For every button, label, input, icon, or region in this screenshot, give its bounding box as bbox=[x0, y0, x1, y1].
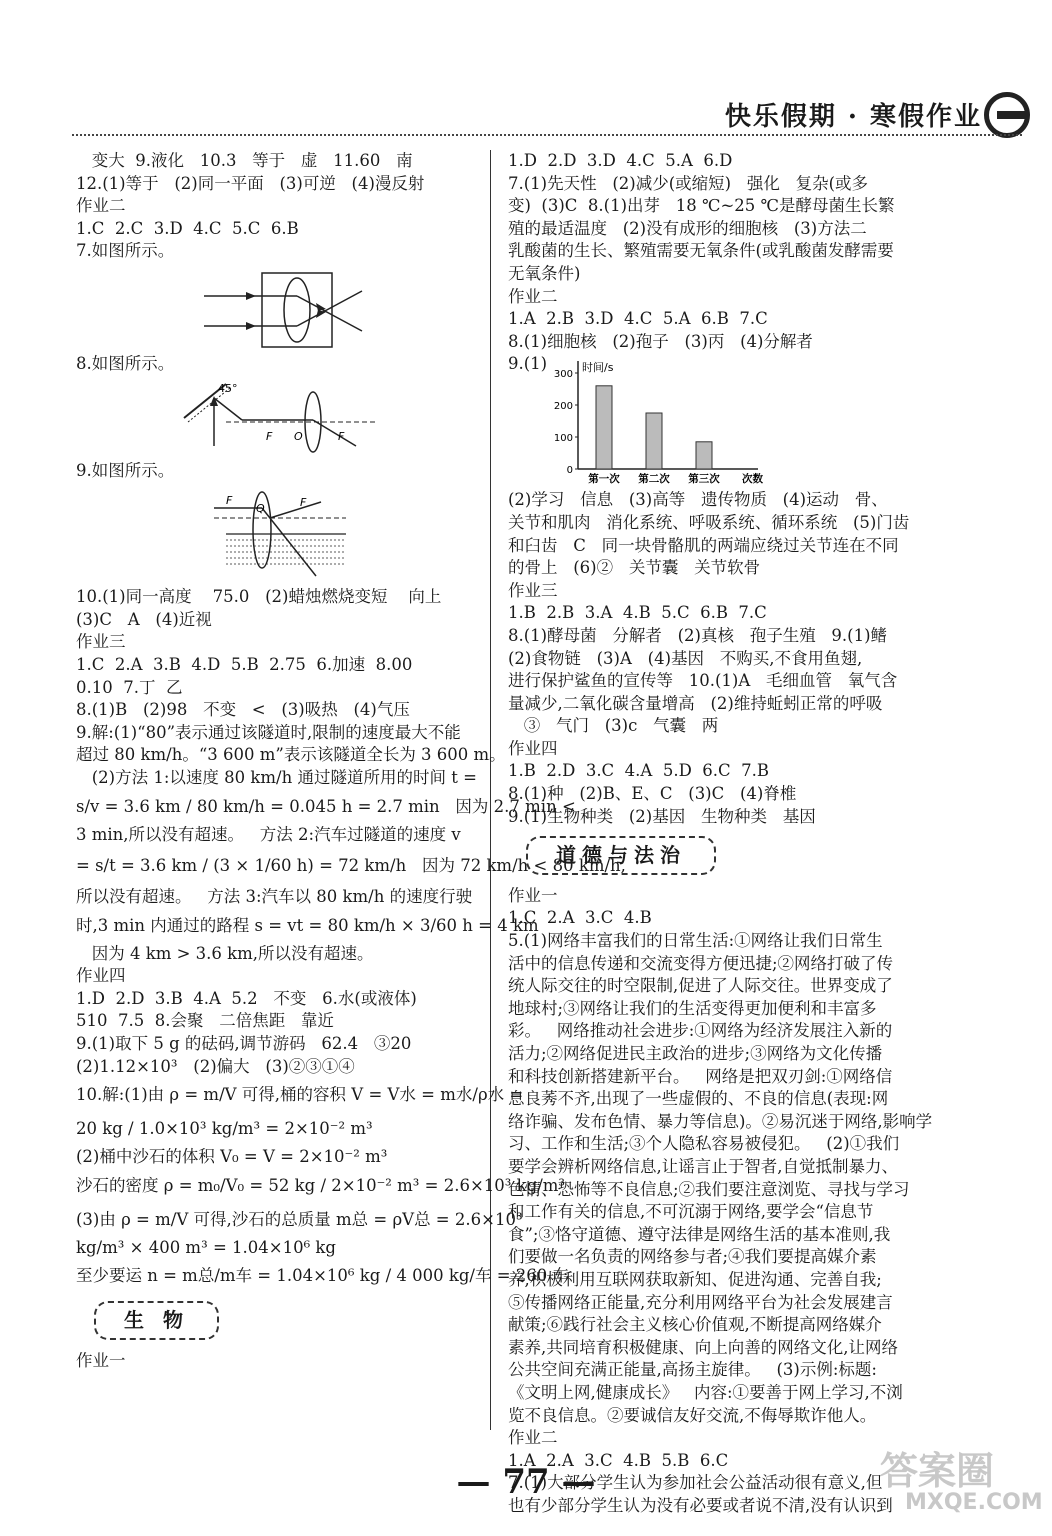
answer-line: 公共空间充满正能量,高扬主旋律。 (3)示例:标题: bbox=[508, 1360, 877, 1380]
y-tick-label: 300 bbox=[553, 369, 573, 381]
formula-line: 至少要运 n = m总/m车 = 1.04×10⁶ kg / 4 000 kg/车 = 260 车 bbox=[76, 1266, 570, 1286]
y-axis-label: 时间/s bbox=[582, 361, 614, 375]
answer-line: 息良莠不齐,出现了一些虚假的、不良的信息(表现:网 bbox=[508, 1089, 889, 1109]
lens-diagram-7 bbox=[76, 263, 486, 353]
answer-line: 进行保护鲨鱼的宣传等 10.(1)A 毛细血管 氧气含 bbox=[508, 671, 898, 691]
answer-line: (2)1.12×10³ (2)偏大 (3)②③①④ bbox=[76, 1056, 355, 1076]
answer-line: 络诈骗、发布色情、暴力等信息)。②易沉迷于网络,影响学 bbox=[508, 1111, 933, 1131]
homework-heading: 作业三 bbox=[76, 632, 126, 652]
answer-line: 彩。 网络推动社会进步:①网络为经济发展注入新的 bbox=[508, 1021, 893, 1041]
answer-line: 7.(1)先天性 (2)减少(或缩短) 强化 复杂(或多 bbox=[508, 173, 869, 193]
answer-line: 活力;②网络促进民主政治的进步;③网络为文化传播 bbox=[508, 1044, 883, 1063]
formula-line: = s/t = 3.6 km / (3 × 1/60 h) = 72 km/h 因为 72 km/h < 80 km/h, bbox=[76, 856, 626, 876]
formula-line: 20 kg / 1.0×10³ kg/m³ = 2×10⁻² m³ bbox=[76, 1119, 373, 1139]
formula-line: 时,3 min 内通过的路程 s = vt = 80 km/h × 3/60 h = 4 km bbox=[76, 915, 539, 935]
y-tick-label: 100 bbox=[553, 433, 573, 445]
answer-line: (2)学习 信息 (3)高等 遗传物质 (4)运动 骨、 bbox=[508, 490, 888, 510]
answer-line: 1.B 2.B 3.A 4.B 5.C 6.B 7.C bbox=[508, 603, 767, 623]
answer-line: 1.D 2.D 3.B 4.A 5.2 不变 6.水(或液体) bbox=[76, 988, 417, 1008]
answer-line: 和工作有关的信息,不可沉溺于网络,要学会“信息节 bbox=[508, 1202, 874, 1222]
x-axis-label: 次数 bbox=[742, 473, 763, 486]
homework-heading: 作业二 bbox=[508, 1428, 558, 1448]
point-label: Q bbox=[256, 502, 265, 516]
homework-heading: 作业一 bbox=[508, 885, 558, 905]
answer-line: 9.如图所示。 bbox=[76, 460, 175, 480]
bar bbox=[696, 442, 712, 469]
answer-line: 8.如图所示。 bbox=[76, 353, 175, 373]
answer-line: (2)桶中沙石的体积 V₀ = V = 2×10⁻² m³ bbox=[76, 1147, 388, 1167]
section-title-moral-law: 道德与法治 bbox=[526, 836, 716, 875]
answer-line: 和臼齿 C 同一块骨骼肌的两端应绕过关节连在不同 bbox=[508, 535, 899, 555]
book-logo-icon bbox=[984, 92, 1030, 138]
answer-line: 的骨上 (6)② 关节囊 关节软骨 bbox=[508, 558, 761, 578]
answer-line: 统人际交往的时空限制,促进了人际交往。世界变成了 bbox=[508, 976, 893, 996]
answer-line: 3 min,所以没有超速。 方法 2:汽车过隧道的速度 v bbox=[76, 824, 461, 844]
answer-line: 12.(1)等于 (2)同一平面 (3)可逆 (4)漫反射 bbox=[76, 173, 425, 193]
answer-line: 9.解:(1)“80”表示通过该隧道时,限制的速度最大不能 bbox=[76, 722, 461, 742]
answer-line: 地球村;③网络让我们的生活变得更加便利和丰富多 bbox=[508, 998, 877, 1018]
bar bbox=[596, 386, 612, 469]
homework-heading: 作业二 bbox=[508, 286, 558, 306]
answer-line: 变) (3)C 8.(1)出芽 18 ℃~25 ℃是酵母菌生长繁 bbox=[508, 196, 895, 216]
answer-line: 1.A 2.B 3.D 4.C 5.A 6.B 7.C bbox=[508, 309, 768, 329]
focus-label: F bbox=[338, 429, 345, 443]
bar bbox=[646, 413, 662, 469]
answer-line: 活中的信息传递和交流变得方便迅捷;②网络打破了传 bbox=[508, 953, 894, 973]
focus-label: F bbox=[266, 429, 273, 443]
answer-line: ⑤传播网络正能量,充分利用网络平台为社会发展建言 bbox=[508, 1292, 893, 1312]
lens-diagram-9 bbox=[76, 482, 486, 586]
right-column bbox=[508, 150, 932, 1517]
answer-line: 《文明上网,健康成长》 内容:①要善于网上学习,不浏 bbox=[508, 1382, 903, 1402]
formula-line: 10.解:(1)由 ρ = m/V 可得,桶的容积 V = V水 = m水/ρ水 = bbox=[76, 1085, 524, 1105]
answer-line: 1.A 2.A 3.C 4.B 5.B 6.C bbox=[508, 1450, 729, 1470]
answer-line: 献策;⑥践行社会主义核心价值观,不断提高网络媒介 bbox=[508, 1315, 882, 1335]
column-divider bbox=[490, 150, 491, 1430]
answer-line: 9.(1) bbox=[508, 354, 548, 374]
answer-line: 8.(1)B (2)98 不变 < (3)吸热 (4)气压 bbox=[76, 700, 410, 720]
page-number: — 77 — bbox=[456, 1462, 596, 1502]
answer-line: 习、工作和生活;③个人隐私容易被侵犯。 (2)①我们 bbox=[508, 1134, 900, 1154]
answer-line: 食”;③恪守道德、遵守法律是网络生活的基本准则,我 bbox=[508, 1224, 891, 1244]
answer-line: 0.10 7.丁 乙 bbox=[76, 677, 183, 697]
answer-line: 览不良信息。②要诚信友好交流,不侮辱欺诈他人。 bbox=[508, 1405, 877, 1425]
watermark-logo: 答案圈 bbox=[880, 1449, 995, 1493]
watermark-url: MXQE.COM bbox=[905, 1490, 1043, 1515]
answer-line: 养,积极利用互联网获取新知、促进沟通、完善自我; bbox=[508, 1269, 882, 1289]
answer-line: 因为 4 km > 3.6 km,所以没有超速。 bbox=[76, 943, 374, 963]
homework-heading: 作业一 bbox=[76, 1351, 126, 1371]
answer-line: ③ 气门 (3)c 气囊 两 bbox=[508, 716, 719, 736]
answer-line: (3)C A (4)近视 bbox=[76, 609, 212, 629]
answer-line: 关节和肌肉 消化系统、呼吸系统、循环系统 (5)门齿 bbox=[508, 512, 910, 532]
answer-line: 510 7.5 8.会聚 二倍焦距 靠近 bbox=[76, 1011, 334, 1031]
header-divider bbox=[72, 134, 1022, 136]
answer-line: (2)食物链 (3)A (4)基因 不购买,不食用鱼翅, bbox=[508, 648, 863, 668]
x-tick-label: 第三次 bbox=[688, 473, 720, 486]
answer-line: (2)方法 1:以速度 80 km/h 通过隧道所用的时间 t = bbox=[76, 767, 477, 787]
answer-line: 变大 9.液化 10.3 等于 虚 11.60 南 bbox=[76, 151, 413, 170]
y-tick-label: 200 bbox=[553, 401, 573, 413]
answer-line: 7.(1)大部分学生认为参加社会公益活动很有意义,但 bbox=[508, 1473, 883, 1493]
answer-line: 1.C 2.A 3.B 4.D 5.B 2.75 6.加速 8.00 bbox=[76, 654, 413, 674]
x-tick-label: 第一次 bbox=[588, 473, 620, 486]
answer-line: 素养,共同培育积极健康、向上向善的网络文化,让网络 bbox=[508, 1337, 898, 1357]
formula-line: 沙石的密度 ρ = m₀/V₀ = 52 kg / 2×10⁻² m³ = 2.6×10³ kg/m³ bbox=[76, 1175, 566, 1195]
answer-line: 1.C 2.A 3.C 4.B bbox=[508, 908, 652, 928]
formula-line: s/v = 3.6 km / 80 km/h = 0.045 h = 2.7 min 因为 2.7 min < bbox=[76, 796, 576, 816]
answer-line: 5.(1)网络丰富我们的日常生活:①网络让我们日常生 bbox=[508, 931, 883, 951]
formula-line: (3)由 ρ = m/V 可得,沙石的总质量 m总 = ρV总 = 2.6×10³ bbox=[76, 1209, 523, 1229]
homework-heading: 作业四 bbox=[508, 738, 558, 758]
answer-line: 要学会辨析网络信息,让谣言止于智者,自觉抵制暴力、 bbox=[508, 1156, 898, 1176]
answer-line: 超过 80 km/h。“3 600 m”表示该隧道全长为 3 600 m。 bbox=[76, 745, 506, 765]
answer-line: kg/m³ × 400 m³ = 1.04×10⁶ kg bbox=[76, 1237, 336, 1257]
answer-line: 无氧条件) bbox=[508, 263, 581, 283]
answer-line: 9.(1)取下 5 g 的砝码,调节游码 62.4 ③20 bbox=[76, 1034, 412, 1054]
homework-heading: 作业二 bbox=[76, 196, 126, 216]
lens-diagram-8 bbox=[76, 376, 486, 460]
homework-heading: 作业四 bbox=[76, 966, 126, 986]
answer-line: 量减少,二氧化碳含量增高 (2)维持蚯蚓正常的呼吸 bbox=[508, 693, 883, 713]
answer-line: 7.如图所示。 bbox=[76, 241, 175, 261]
answer-line: 10.(1)同一高度 75.0 (2)蜡烛燃烧变短 向上 bbox=[76, 587, 442, 607]
section-title-biology: 生 物 bbox=[94, 1301, 219, 1340]
focus-label: F bbox=[300, 496, 307, 510]
answer-line: 所以没有超速。 方法 3:汽车以 80 km/h 的速度行驶 bbox=[76, 887, 473, 907]
answer-line: 9.(1)生物种类 (2)基因 生物种类 基因 bbox=[508, 806, 816, 826]
answer-line: 1.C 2.C 3.D 4.C 5.C 6.B bbox=[76, 218, 299, 238]
answer-line: 们要做一名负责的网络参与者;④我们要提高媒介素 bbox=[508, 1247, 877, 1267]
answer-line: 和科技创新搭建新平台。 网络是把双刃剑:①网络信 bbox=[508, 1066, 893, 1086]
optical-center-label: O bbox=[294, 429, 303, 443]
answer-line: 1.D 2.D 3.D 4.C 5.A 6.D bbox=[508, 151, 733, 170]
focus-label: F bbox=[226, 494, 233, 508]
answer-line: 乳酸菌的生长、繁殖需要无氧条件(或乳酸菌发酵需要 bbox=[508, 241, 894, 261]
angle-label: 45° bbox=[218, 381, 238, 395]
answer-line: 1.B 2.D 3.C 4.A 5.D 6.C 7.B bbox=[508, 761, 770, 781]
page-header: 快乐假期 · 寒假作业 bbox=[724, 102, 982, 132]
answer-line: 色情、恐怖等不良信息;②我们要注意浏览、寻找与学习 bbox=[508, 1179, 910, 1199]
answer-line: 8.(1)酵母菌 分解者 (2)真核 孢子生殖 9.(1)鳍 bbox=[508, 625, 888, 645]
answer-line: 8.(1)细胞核 (2)孢子 (3)丙 (4)分解者 bbox=[508, 331, 813, 351]
homework-heading: 作业三 bbox=[508, 580, 558, 600]
answer-line: 8.(1)种 (2)B、E、C (3)C (4)脊椎 bbox=[508, 784, 797, 804]
answer-line: 殖的最适温度 (2)没有成形的细胞核 (3)方法二 bbox=[508, 218, 867, 238]
y-tick-label: 0 bbox=[566, 465, 573, 477]
bar-chart bbox=[548, 353, 848, 489]
answer-line: 也有少部分学生认为没有必要或者说不清,没有认识到 bbox=[508, 1495, 893, 1515]
x-tick-label: 第二次 bbox=[638, 473, 670, 486]
